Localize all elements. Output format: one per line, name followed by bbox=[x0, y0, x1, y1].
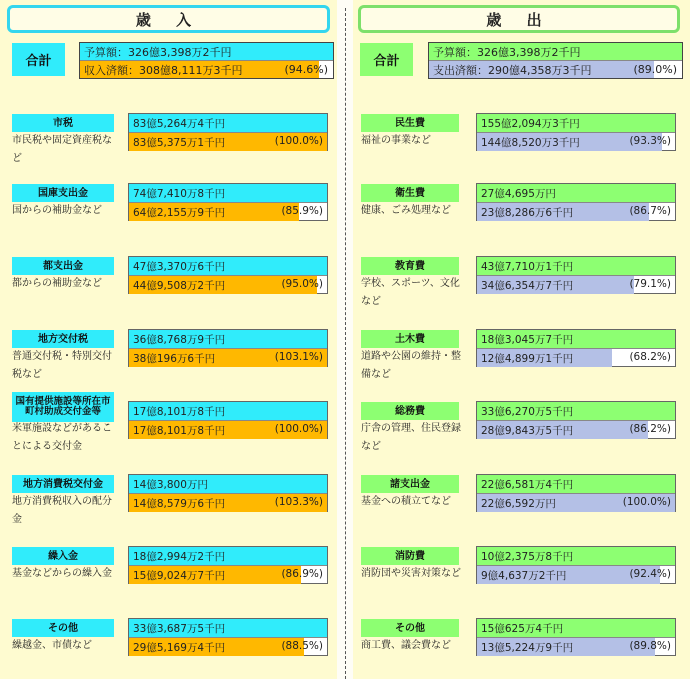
revenue-category-name: 地方消費税交付金 bbox=[12, 475, 114, 493]
expenditure-percent-label: (93.3%) bbox=[629, 135, 671, 147]
expenditure-category-desc: 道路や公園の維持・整備など bbox=[361, 351, 461, 380]
expenditure-category-box bbox=[476, 256, 676, 294]
expenditure-budget-bar bbox=[477, 330, 675, 349]
revenue-actual-label: 38億196万6千円 bbox=[133, 353, 216, 365]
revenue-category-name: その他 bbox=[12, 619, 114, 637]
revenue-actual-row bbox=[129, 203, 327, 221]
revenue-category-name: 繰入金 bbox=[12, 547, 114, 565]
revenue-budget-label: 83億5,264万4千円 bbox=[133, 118, 226, 130]
expenditure-percent-label: (86.7%) bbox=[629, 205, 671, 217]
revenue-total-budget-text: 予算額：326億3,398万2千円 bbox=[84, 45, 232, 59]
expenditure-category-name: 土木費 bbox=[361, 330, 459, 348]
expenditure-actual-label: 28億9,843万5千円 bbox=[481, 425, 574, 437]
expenditure-budget-bar bbox=[477, 257, 675, 276]
revenue-category-desc: 地方消費税収入の配分金 bbox=[12, 496, 112, 525]
expenditure-total-budget bbox=[429, 43, 682, 61]
expenditure-actual-label: 12億4,899万1千円 bbox=[481, 353, 574, 365]
revenue-budget-bar bbox=[129, 184, 327, 203]
expenditure-percent-label: (89.8%) bbox=[629, 640, 671, 652]
revenue-budget-label: 33億3,687万5千円 bbox=[133, 623, 226, 635]
revenue-category-box bbox=[128, 329, 328, 367]
revenue-percent-label: (100.0%) bbox=[274, 135, 323, 147]
expenditure-total-box bbox=[428, 42, 683, 79]
expenditure-budget-bar bbox=[477, 114, 675, 133]
expenditure-total-percent: (89.0%) bbox=[633, 63, 677, 76]
revenue-total-budget bbox=[80, 43, 333, 61]
revenue-category-desc: 国からの補助金など bbox=[12, 205, 102, 216]
revenue-percent-label: (95.0%) bbox=[281, 278, 323, 290]
expenditure-actual-row bbox=[477, 638, 675, 656]
revenue-category-box bbox=[128, 474, 328, 512]
revenue-actual-label: 29億5,169万4千円 bbox=[133, 642, 226, 654]
expenditure-category-box bbox=[476, 618, 676, 656]
revenue-budget-label: 14億3,800万円 bbox=[133, 479, 208, 491]
expenditure-category-name: 民生費 bbox=[361, 114, 459, 132]
revenue-category-name: 地方交付税 bbox=[12, 330, 114, 348]
revenue-category-desc: 都からの補助金など bbox=[12, 278, 102, 289]
expenditure-category-desc: 基金への積立てなど bbox=[361, 496, 451, 507]
revenue-actual-label: 17億8,101万8千円 bbox=[133, 425, 226, 437]
revenue-total-actual bbox=[80, 61, 333, 78]
revenue-header: 歳 入 bbox=[7, 5, 330, 33]
revenue-category-box bbox=[128, 183, 328, 221]
expenditure-budget-label: 33億6,270万5千円 bbox=[481, 406, 574, 418]
expenditure-category-box bbox=[476, 546, 676, 584]
panel-divider bbox=[345, 8, 346, 679]
revenue-category-desc: 普通交付税・特別交付税など bbox=[12, 351, 112, 380]
revenue-budget-bar bbox=[129, 257, 327, 276]
expenditure-percent-label: (92.4%) bbox=[629, 568, 671, 580]
expenditure-budget-bar bbox=[477, 402, 675, 421]
revenue-actual-row bbox=[129, 421, 327, 439]
revenue-category-desc: 繰越金、市債など bbox=[12, 640, 92, 651]
expenditure-budget-label: 15億625万4千円 bbox=[481, 623, 564, 635]
expenditure-total-actual bbox=[429, 61, 682, 78]
expenditure-budget-bar bbox=[477, 619, 675, 638]
expenditure-budget-label: 18億3,045万7千円 bbox=[481, 334, 574, 346]
expenditure-total-budget-text: 予算額：326億3,398万2千円 bbox=[433, 45, 581, 59]
revenue-total-box bbox=[79, 42, 334, 79]
expenditure-actual-label: 23億8,286万6千円 bbox=[481, 207, 574, 219]
revenue-percent-label: (88.5%) bbox=[281, 640, 323, 652]
revenue-category-name: 都支出金 bbox=[12, 257, 114, 275]
revenue-budget-bar bbox=[129, 402, 327, 421]
revenue-category-desc: 基金などからの繰入金 bbox=[12, 568, 112, 579]
expenditure-actual-row bbox=[477, 421, 675, 439]
revenue-total-actual-text: 収入済額：308億8,111万3千円 bbox=[84, 63, 243, 77]
revenue-budget-label: 36億8,768万9千円 bbox=[133, 334, 226, 346]
revenue-category-name: 市税 bbox=[12, 114, 114, 132]
expenditure-actual-row bbox=[477, 494, 675, 512]
revenue-total-percent: (94.6%) bbox=[284, 63, 328, 76]
expenditure-actual-row bbox=[477, 566, 675, 584]
expenditure-actual-row bbox=[477, 203, 675, 221]
expenditure-budget-label: 155億2,094万3千円 bbox=[481, 118, 580, 130]
revenue-actual-row bbox=[129, 276, 327, 294]
expenditure-percent-label: (86.2%) bbox=[629, 423, 671, 435]
expenditure-category-box bbox=[476, 113, 676, 151]
revenue-actual-row bbox=[129, 349, 327, 367]
revenue-category-desc: 市民税や固定資産税など bbox=[12, 135, 112, 164]
revenue-actual-row bbox=[129, 133, 327, 151]
revenue-percent-label: (100.0%) bbox=[274, 423, 323, 435]
revenue-actual-label: 44億9,508万2千円 bbox=[133, 280, 226, 292]
expenditure-category-box bbox=[476, 329, 676, 367]
revenue-percent-label: (86.9%) bbox=[281, 568, 323, 580]
expenditure-budget-label: 27億4,695万円 bbox=[481, 188, 556, 200]
expenditure-actual-label: 9億4,637万2千円 bbox=[481, 570, 567, 582]
expenditure-percent-label: (79.1%) bbox=[629, 278, 671, 290]
expenditure-actual-label: 13億5,224万9千円 bbox=[481, 642, 574, 654]
revenue-budget-bar bbox=[129, 547, 327, 566]
revenue-budget-bar bbox=[129, 114, 327, 133]
expenditure-budget-label: 22億6,581万4千円 bbox=[481, 479, 574, 491]
revenue-budget-label: 74億7,410万8千円 bbox=[133, 188, 226, 200]
revenue-actual-label: 64億2,155万9千円 bbox=[133, 207, 226, 219]
expenditure-budget-bar bbox=[477, 475, 675, 494]
revenue-actual-label: 83億5,375万1千円 bbox=[133, 137, 226, 149]
expenditure-total-actual-text: 支出済額：290億4,358万3千円 bbox=[433, 63, 592, 77]
expenditure-header: 歳 出 bbox=[358, 5, 680, 33]
expenditure-actual-row bbox=[477, 276, 675, 294]
expenditure-category-name: 教育費 bbox=[361, 257, 459, 275]
revenue-budget-label: 18億2,994万2千円 bbox=[133, 551, 226, 563]
revenue-actual-label: 14億8,579万6千円 bbox=[133, 498, 226, 510]
revenue-percent-label: (103.1%) bbox=[274, 351, 323, 363]
revenue-budget-label: 47億3,370万6千円 bbox=[133, 261, 226, 273]
revenue-category-box bbox=[128, 113, 328, 151]
revenue-actual-row bbox=[129, 494, 327, 512]
expenditure-category-desc: 福祉の事業など bbox=[361, 135, 431, 146]
revenue-actual-row bbox=[129, 566, 327, 584]
expenditure-actual-label: 22億6,592万円 bbox=[481, 498, 556, 510]
revenue-category-desc: 米軍施設などがあることによる交付金 bbox=[12, 423, 112, 452]
revenue-actual-label: 15億9,024万7千円 bbox=[133, 570, 226, 582]
expenditure-category-name: 総務費 bbox=[361, 402, 459, 420]
revenue-total-label: 合計 bbox=[12, 43, 65, 76]
expenditure-actual-label: 144億8,520万3千円 bbox=[481, 137, 580, 149]
expenditure-total-label: 合計 bbox=[360, 43, 413, 76]
expenditure-category-name: 諸支出金 bbox=[361, 475, 459, 493]
expenditure-category-desc: 学校、スポーツ、文化など bbox=[361, 278, 460, 307]
revenue-category-box bbox=[128, 256, 328, 294]
expenditure-category-box bbox=[476, 183, 676, 221]
expenditure-budget-bar bbox=[477, 547, 675, 566]
expenditure-budget-label: 10億2,375万8千円 bbox=[481, 551, 574, 563]
expenditure-budget-bar bbox=[477, 184, 675, 203]
revenue-category-name: 国庫支出金 bbox=[12, 184, 114, 202]
revenue-percent-label: (85.9%) bbox=[281, 205, 323, 217]
expenditure-category-desc: 庁舎の管理、住民登録など bbox=[361, 423, 461, 452]
expenditure-actual-row bbox=[477, 133, 675, 151]
revenue-category-name: 国有提供施設等所在市町村助成交付金等 bbox=[12, 392, 114, 422]
revenue-category-box bbox=[128, 618, 328, 656]
expenditure-percent-label: (100.0%) bbox=[622, 496, 671, 508]
revenue-budget-bar bbox=[129, 619, 327, 638]
expenditure-category-desc: 商工費、議会費など bbox=[361, 640, 451, 651]
expenditure-category-desc: 健康、ごみ処理など bbox=[361, 205, 451, 216]
revenue-percent-label: (103.3%) bbox=[274, 496, 323, 508]
expenditure-category-box bbox=[476, 474, 676, 512]
revenue-category-box bbox=[128, 546, 328, 584]
expenditure-category-name: 消防費 bbox=[361, 547, 459, 565]
expenditure-category-name: 衛生費 bbox=[361, 184, 459, 202]
expenditure-percent-label: (68.2%) bbox=[629, 351, 671, 363]
expenditure-category-name: その他 bbox=[361, 619, 459, 637]
expenditure-category-box bbox=[476, 401, 676, 439]
expenditure-actual-label: 34億6,354万7千円 bbox=[481, 280, 574, 292]
expenditure-actual-row bbox=[477, 349, 675, 367]
expenditure-budget-label: 43億7,710万1千円 bbox=[481, 261, 574, 273]
expenditure-category-desc: 消防団や災害対策など bbox=[361, 568, 461, 579]
revenue-budget-bar bbox=[129, 330, 327, 349]
revenue-budget-bar bbox=[129, 475, 327, 494]
revenue-budget-label: 17億8,101万8千円 bbox=[133, 406, 226, 418]
revenue-category-box bbox=[128, 401, 328, 439]
revenue-actual-row bbox=[129, 638, 327, 656]
